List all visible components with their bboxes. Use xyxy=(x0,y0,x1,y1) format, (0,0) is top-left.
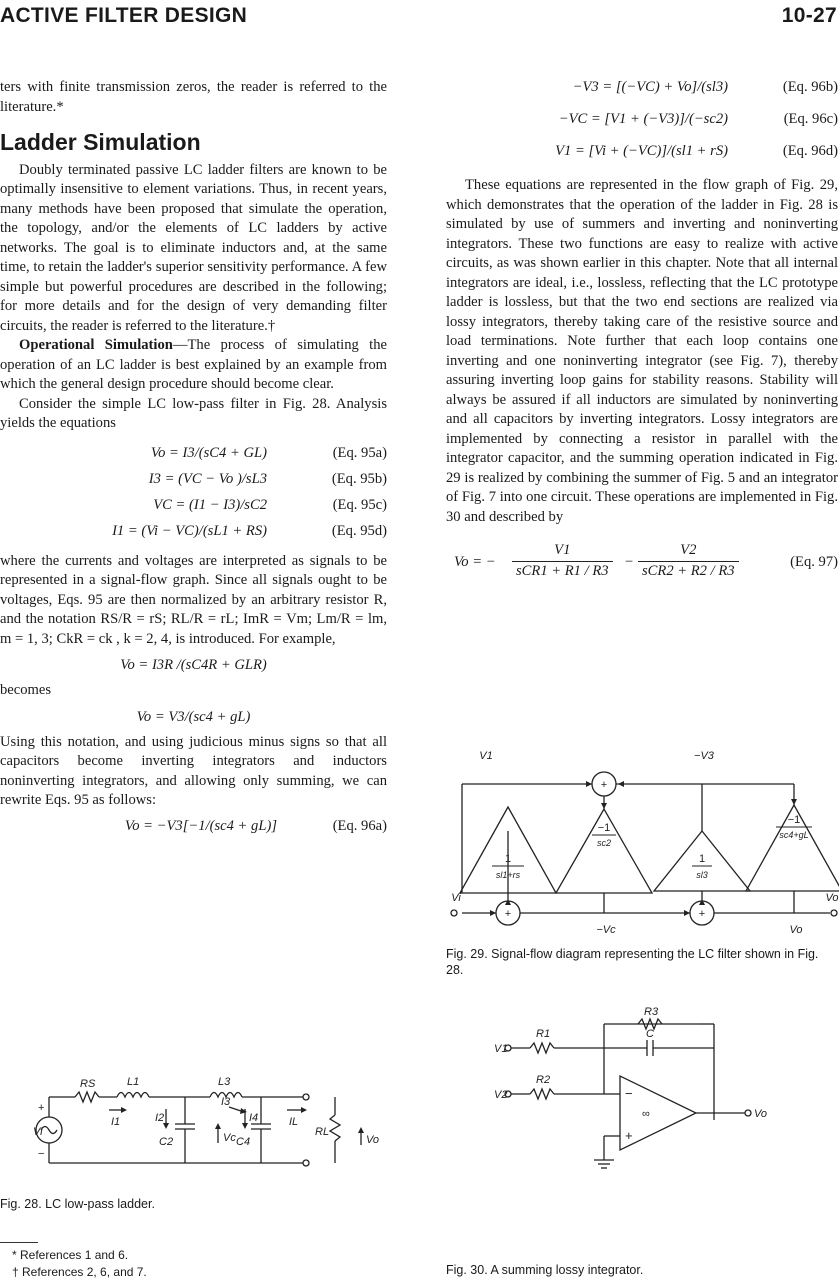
gain-num: 1 xyxy=(504,853,512,865)
gain-num: −1 xyxy=(787,814,801,826)
fig30-summing-lossy-integrator xyxy=(494,1006,770,1182)
run-in-heading: Operational Simulation xyxy=(19,337,173,353)
label-vo: Vo xyxy=(754,1108,768,1120)
paragraph: These equations are represented in the flow graph of Fig. 29, which demonstrates that the operation of the ladder in Fig. 28 is simulated by use of summers and inverting and noninverting integrators. These two functions are easy to realize with active circuits, as was shown earlier in this chapter. Note that all internal integrators are ideal, i.e., lossless, reflecting that the LC prototype ladder is lossless, but that the two end sections are realized via lossy integrators, thereby taking care of the resistive source and load terminations. Note further that each loop contains one inverting and one noninverting integrator (see Fig. 7), thereby assuring inverting loop gains for stability reasons. Stability will always be assured if all inductors are simulated by noninverting and all capacitors by inverting integrators. Lossy integrators are implemented by connecting a resistor in parallel with the integrator capacitor, and the summing operation indicated in Fig. 29 is realized by combining the summer of Fig. 5 and an integrator of Fig. 7 into one circuit. These operations are implemented in Fig. 30 and described by xyxy=(446,177,838,525)
running-header xyxy=(0,4,839,32)
label-c: C xyxy=(646,1028,654,1040)
intro-paragraph: ters with finite transmission zeros, the reader is referred to the literature.* xyxy=(0,79,387,115)
label-rl: RL xyxy=(315,1126,330,1138)
equation-97: Vo = − V1 sCR1 + R1 / R3 − V2 sCR2 + R2 / R3 (Eq. 97) xyxy=(454,542,838,579)
equation: Vo = V3/(sc4 + gL) xyxy=(136,708,251,725)
label-i1: I1 xyxy=(111,1116,121,1128)
equation: −V3 = [(−VC) + Vo]/(sl3) (Eq. 96b) xyxy=(572,79,838,95)
label-i2: I2 xyxy=(155,1112,165,1124)
opamp-inverting: − xyxy=(625,1086,633,1101)
fig30-caption: Fig. 30. A summing lossy integrator. xyxy=(446,1263,644,1277)
label-vi: Vi xyxy=(33,1126,43,1138)
paragraph: Using this notation, and using judicious minus signs so that all capacitors become inverting integrators and inductors noninverting integrators, and allowing only summing, we can rewrite Eqs. 95 as follows: xyxy=(0,733,387,808)
label-r3: R3 xyxy=(644,1006,659,1018)
label-c4: C4 xyxy=(236,1136,251,1148)
fig28-ladder-circuit xyxy=(25,1075,385,1190)
label-c2: C2 xyxy=(159,1136,174,1148)
gain-den: sc4+gL xyxy=(779,830,809,840)
equation: −VC = [V1 + (−V3)]/(−sc2) (Eq. 96c) xyxy=(558,111,838,127)
right-column xyxy=(446,78,838,587)
footnote: * References 1 and 6. xyxy=(12,1248,129,1262)
label-minus-v3: −V3 xyxy=(694,750,714,762)
equation: I3 = (VC − Vo )/sL3 (Eq. 95b) xyxy=(148,470,387,487)
equation: VC = (I1 − I3)/sC2 (Eq. 95c) xyxy=(153,496,387,513)
gain-den: sl3 xyxy=(696,870,708,880)
header-title: ACTIVE FILTER DESIGN xyxy=(0,4,248,27)
label-plus: + xyxy=(38,1102,45,1114)
label-l1: L1 xyxy=(127,1076,140,1088)
label-rs: RS xyxy=(80,1078,96,1090)
page-number: 10-27 xyxy=(781,4,837,27)
label-il: IL xyxy=(289,1116,299,1128)
paragraph xyxy=(0,336,387,395)
label-vo: Vo xyxy=(366,1134,380,1146)
equation: Vo = I3R /(sC4R + GLR) xyxy=(120,657,267,673)
label-r2: R2 xyxy=(536,1074,551,1086)
gain-den: sc2 xyxy=(596,838,612,848)
paragraph: Doubly terminated passive LC ladder filters are known to be optimally insensitive to element variations. Thus, in recent years, many methods have been proposed that simulate the operation, the topology, and/or the elements of LC ladders by active networks. The goal is to eliminate inductors and, at the same time, to retain the ladder's superior sensitivity performance. A few simple but powerful procedures are described in the following; for more details and for the design of very demanding filter circuits, the reader is referred to the literature.† xyxy=(0,161,387,334)
label-vi: Vi xyxy=(451,892,461,904)
label-vo-node: Vo xyxy=(789,924,803,936)
paragraph: where the currents and voltages are interpreted as signals to be represented in a signal-flow graph. Since all signals ought to be voltages, Eqs. 95 are then normalized by an arbitrary resistor R, and the notation RS/R = rS; RL/R = rL; ImR = Vm; Lm/R = lm, m = 1, 3; CkR = ck , k = 2, 4, is introduced. For example, xyxy=(0,552,387,647)
paragraph: becomes xyxy=(0,682,52,698)
label-i3: I3 xyxy=(221,1096,231,1108)
equation: Vo = −V3[−1/(sc4 + gL)] (Eq. 96a) xyxy=(124,817,387,834)
opamp-noninverting: + xyxy=(625,1128,633,1143)
gain-den: sl1+rs xyxy=(495,870,521,880)
equation: Vo = I3/(sC4 + GL) (Eq. 95a) xyxy=(150,444,387,461)
equation: V1 = [Vi + (−VC)]/(sl1 + rS) (Eq. 96d) xyxy=(555,143,838,159)
fig28-caption: Fig. 28. LC low-pass ladder. xyxy=(0,1197,155,1211)
label-minus: − xyxy=(38,1148,45,1160)
label-r1: R1 xyxy=(536,1028,551,1040)
equation: I1 = (Vi − VC)/(sL1 + RS) (Eq. 95d) xyxy=(112,522,387,539)
footnote: † References 2, 6, and 7. xyxy=(12,1265,147,1279)
paragraph-text: —The process of simulating the operation of an LC ladder is best explained by an example from which the general design procedure should become clear. xyxy=(0,337,387,392)
label-v1: V1 xyxy=(479,750,493,762)
fig29-signal-flow-diagram xyxy=(446,745,839,940)
label-l3: L3 xyxy=(218,1076,231,1088)
label-v2: V2 xyxy=(494,1089,508,1101)
label-minus-vc: −Vc xyxy=(596,924,616,936)
gain-num: 1 xyxy=(698,853,706,865)
summer-plus: + xyxy=(600,779,608,791)
label-vo: Vo xyxy=(825,892,839,904)
left-column xyxy=(0,78,387,843)
summer-plus: + xyxy=(504,908,512,920)
section-heading: Ladder Simulation xyxy=(0,129,201,155)
label-i4: I4 xyxy=(249,1112,259,1124)
label-v1: V1 xyxy=(494,1043,508,1055)
fig29-caption: Fig. 29. Signal-flow diagram representing the LC filter shown in Fig. 28. xyxy=(446,947,819,977)
summer-plus: + xyxy=(698,908,706,920)
paragraph: Consider the simple LC low-pass filter in Fig. 28. Analysis yields the equations xyxy=(0,395,387,431)
label-vc: Vc xyxy=(223,1132,236,1144)
footnote-rule xyxy=(0,1242,38,1243)
gain-num: −1 xyxy=(597,822,611,834)
opamp-gain: ∞ xyxy=(642,1108,650,1120)
